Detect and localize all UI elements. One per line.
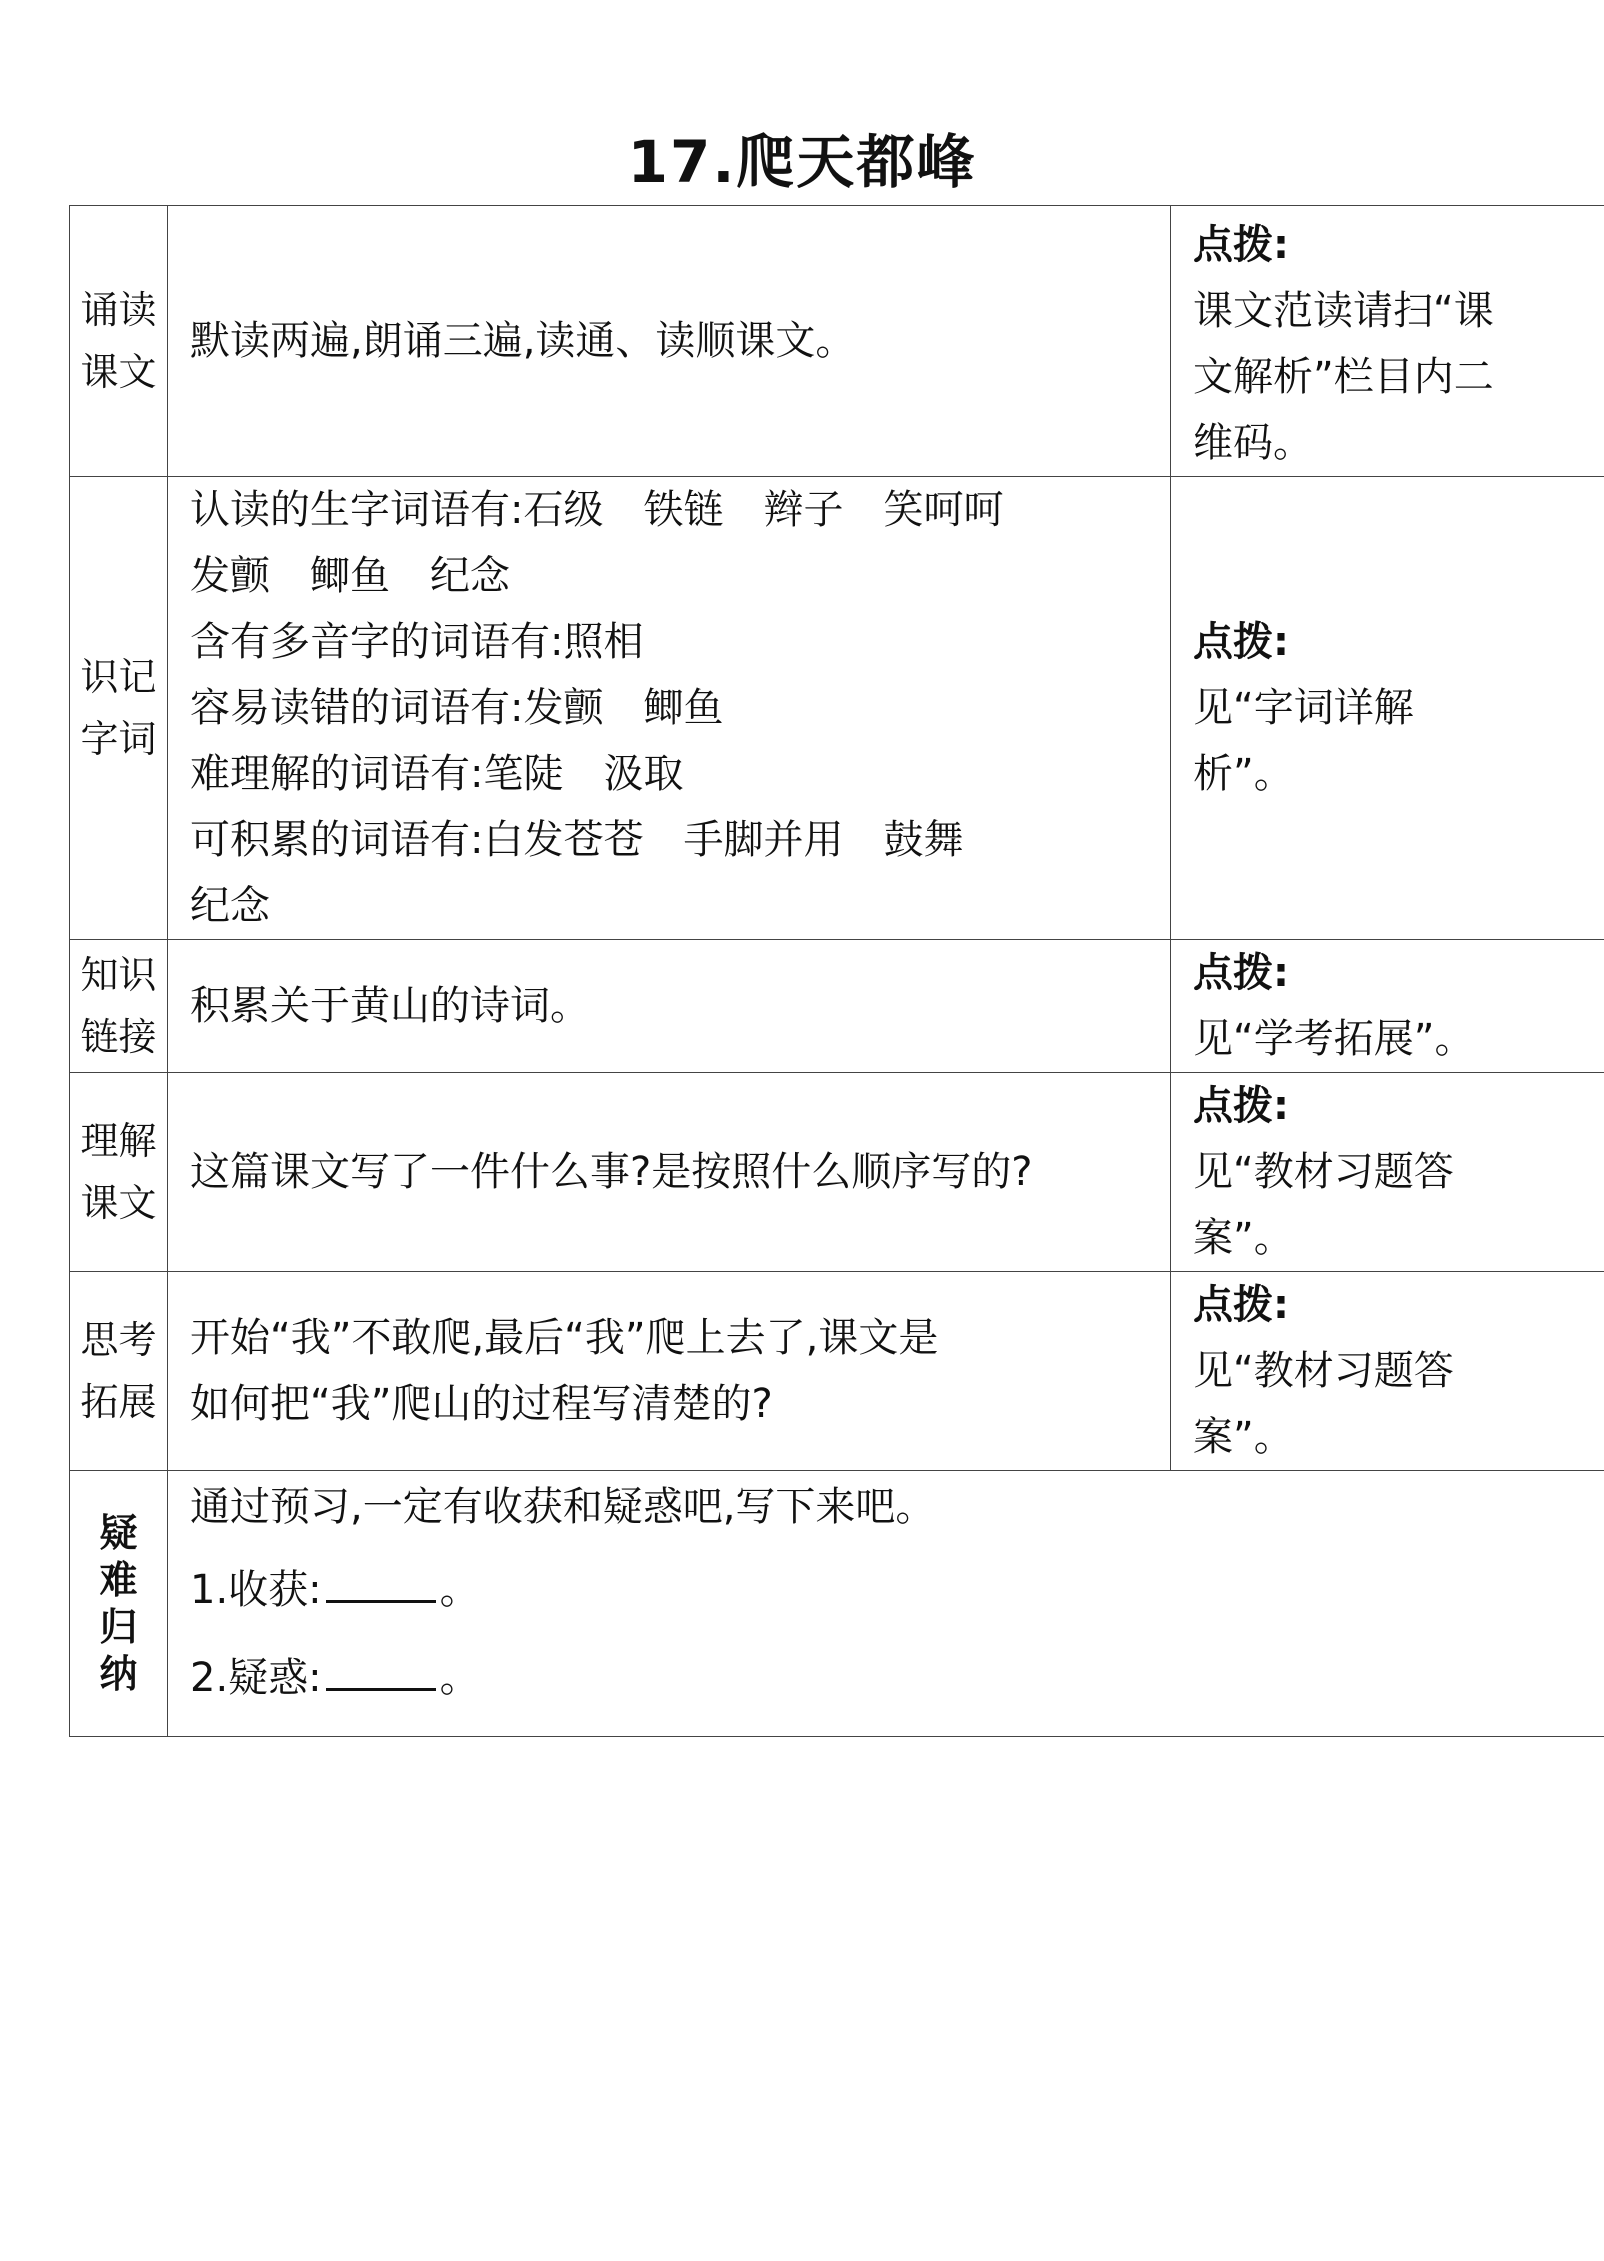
row-tip-words: 点拨: 见“字词详解 析”。 (1171, 477, 1604, 940)
doubt-blank[interactable] (326, 1644, 436, 1691)
row-tip-knowledge: 点拨: 见“学考拓展”。 (1171, 940, 1604, 1073)
row-content-recite: 默读两遍,朗诵三遍,读通、读顺课文。 (168, 206, 1171, 477)
row-content-understand: 这篇课文写了一件什么事?是按照什么顺序写的? (168, 1073, 1171, 1272)
gain-blank[interactable] (326, 1556, 436, 1603)
table-row (70, 940, 1604, 1073)
table-row (70, 1471, 1604, 1737)
row-tip-recite: 点拨: 课文范读请扫“课 文解析”栏目内二 维码。 (1171, 206, 1604, 477)
table-row (70, 1272, 1604, 1471)
row-label-summary: 疑 难 归 纳 (70, 1471, 168, 1737)
row-content-summary (168, 1471, 1604, 1737)
row-tip-extend: 点拨: 见“教材习题答 案”。 (1171, 1272, 1604, 1471)
summary-doubt: 2.疑惑: 。 (190, 1638, 1603, 1718)
table-row (70, 477, 1604, 940)
preview-table (69, 205, 1604, 1737)
row-label-extend: 思考 拓展 (70, 1272, 168, 1471)
table-row (70, 206, 1604, 477)
summary-intro: 通过预习,一定有收获和疑惑吧,写下来吧。 (190, 1484, 936, 1530)
table-row (70, 1073, 1604, 1272)
row-label-understand: 理解 课文 (70, 1073, 168, 1272)
summary-gain: 1.收获: 。 (190, 1543, 1603, 1638)
row-label-recite: 诵读 课文 (70, 206, 168, 477)
row-tip-understand: 点拨: 见“教材习题答 案”。 (1171, 1073, 1604, 1272)
row-label-knowledge: 知识 链接 (70, 940, 168, 1073)
row-content-words: 认读的生字词语有:石级 铁链 辫子 笑呵呵 发颤 鲫鱼 纪念 含有多音字的词语有:照相 容易读错的词语有:发颤 鲫鱼 难理解的词语有:笔陡 汲取 可积累的词语有:白发苍苍 手脚并用 鼓舞 纪念 (168, 477, 1171, 940)
row-content-extend: 开始“我”不敢爬,最后“我”爬上去了,课文是 如何把“我”爬山的过程写清楚的? (168, 1272, 1171, 1471)
page-title: 17.爬天都峰 (627, 128, 977, 196)
row-label-words: 识记 字词 (70, 477, 168, 940)
row-content-knowledge: 积累关于黄山的诗词。 (168, 940, 1171, 1073)
